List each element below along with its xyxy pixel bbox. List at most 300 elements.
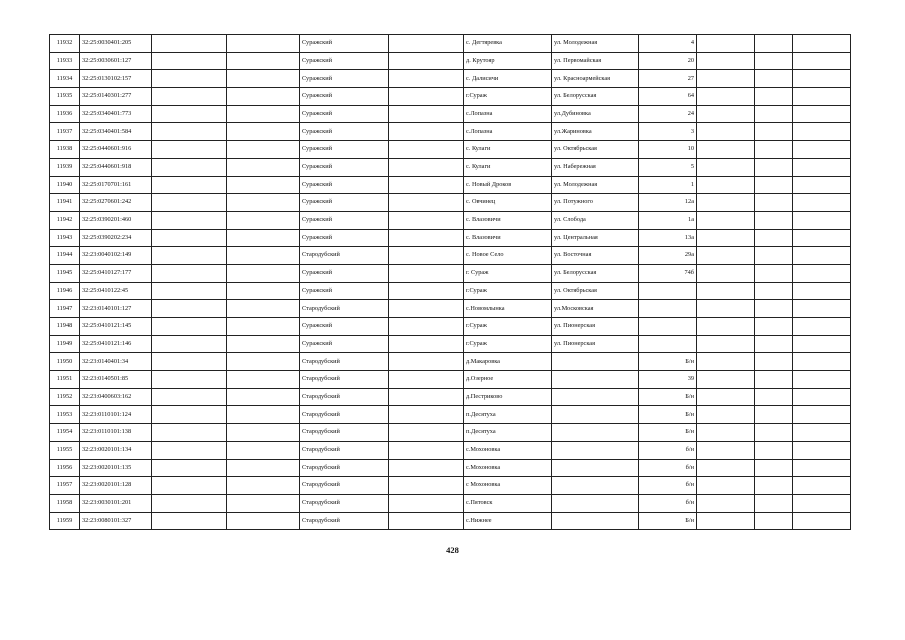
- row-number: 11939: [50, 158, 80, 176]
- settlement-name: п.Десятуха: [464, 406, 552, 424]
- table-row: [50, 194, 851, 212]
- settlement-name: с.Мохоновка: [464, 459, 552, 477]
- row-number: 11935: [50, 88, 80, 106]
- empty-cell: [755, 52, 793, 70]
- district-name: Суражский: [300, 70, 389, 88]
- row-number: 11946: [50, 282, 80, 300]
- row-number: 11954: [50, 424, 80, 442]
- cadastral-number: 32:25:0340401:773: [80, 105, 152, 123]
- district-name: Стародубский: [300, 353, 389, 371]
- cadastral-number: 32:25:0390202:234: [80, 229, 152, 247]
- cadastral-number: 32:25:0130102:157: [80, 70, 152, 88]
- empty-cell: [152, 70, 227, 88]
- empty-cell: [755, 318, 793, 336]
- empty-cell: [755, 353, 793, 371]
- row-number: 11949: [50, 335, 80, 353]
- cadastral-number: 32:23:0080101:327: [80, 512, 152, 530]
- settlement-name: с. Овчинец: [464, 194, 552, 212]
- empty-cell: [227, 388, 300, 406]
- table-row: [50, 335, 851, 353]
- table-row: [50, 88, 851, 106]
- empty-cell: [793, 229, 851, 247]
- empty-cell: [389, 406, 464, 424]
- district-name: Стародубский: [300, 247, 389, 265]
- house-number: [639, 318, 697, 336]
- empty-cell: [227, 88, 300, 106]
- empty-cell: [755, 176, 793, 194]
- house-number: б/н: [639, 441, 697, 459]
- district-name: Суражский: [300, 141, 389, 159]
- cadastral-number: 32:25:0410122:45: [80, 282, 152, 300]
- empty-cell: [227, 70, 300, 88]
- street-name: ул. Молодежная: [552, 35, 639, 53]
- empty-cell: [152, 477, 227, 495]
- empty-cell: [793, 88, 851, 106]
- empty-cell: [227, 335, 300, 353]
- empty-cell: [389, 353, 464, 371]
- cadastral-number: 32:23:0140401:34: [80, 353, 152, 371]
- cadastral-number: 32:25:0440601:918: [80, 158, 152, 176]
- street-name: [552, 424, 639, 442]
- row-number: 11938: [50, 141, 80, 159]
- empty-cell: [152, 335, 227, 353]
- empty-cell: [152, 105, 227, 123]
- empty-cell: [227, 176, 300, 194]
- empty-cell: [755, 494, 793, 512]
- empty-cell: [697, 264, 755, 282]
- settlement-name: г.Сураж: [464, 318, 552, 336]
- empty-cell: [697, 194, 755, 212]
- row-number: 11942: [50, 211, 80, 229]
- district-name: Суражский: [300, 264, 389, 282]
- cadastral-number: 32:25:0140301:277: [80, 88, 152, 106]
- empty-cell: [152, 176, 227, 194]
- table-row: [50, 459, 851, 477]
- row-number: 11950: [50, 353, 80, 371]
- cadastral-number: 32:23:0110101:138: [80, 424, 152, 442]
- empty-cell: [389, 247, 464, 265]
- empty-cell: [755, 35, 793, 53]
- table-row: [50, 35, 851, 53]
- empty-cell: [389, 88, 464, 106]
- empty-cell: [793, 300, 851, 318]
- empty-cell: [755, 300, 793, 318]
- settlement-name: с.Лопазна: [464, 105, 552, 123]
- house-number: 12а: [639, 194, 697, 212]
- district-name: Стародубский: [300, 424, 389, 442]
- empty-cell: [227, 371, 300, 389]
- empty-cell: [697, 371, 755, 389]
- empty-cell: [755, 441, 793, 459]
- street-name: [552, 371, 639, 389]
- empty-cell: [227, 35, 300, 53]
- empty-cell: [793, 105, 851, 123]
- district-name: Суражский: [300, 318, 389, 336]
- house-number: 13а: [639, 229, 697, 247]
- cadastral-number: 32:25:0340401:584: [80, 123, 152, 141]
- street-name: ул. Белорусская: [552, 264, 639, 282]
- empty-cell: [697, 353, 755, 371]
- empty-cell: [755, 229, 793, 247]
- house-number: Б/н: [639, 512, 697, 530]
- empty-cell: [793, 441, 851, 459]
- street-name: ул. Красноармейская: [552, 70, 639, 88]
- cadastral-number: 32:23:0020101:135: [80, 459, 152, 477]
- empty-cell: [755, 123, 793, 141]
- house-number: 1: [639, 176, 697, 194]
- empty-cell: [389, 477, 464, 495]
- settlement-name: г.Сураж: [464, 88, 552, 106]
- table-row: [50, 318, 851, 336]
- empty-cell: [389, 388, 464, 406]
- page-number: 428: [446, 545, 459, 555]
- settlement-name: с.Мохоновка: [464, 441, 552, 459]
- district-name: Стародубский: [300, 300, 389, 318]
- empty-cell: [755, 459, 793, 477]
- street-name: ул. Центральная: [552, 229, 639, 247]
- district-name: Суражский: [300, 176, 389, 194]
- empty-cell: [152, 388, 227, 406]
- house-number: [639, 300, 697, 318]
- table-row: [50, 512, 851, 530]
- empty-cell: [227, 441, 300, 459]
- settlement-name: д.Пестриково: [464, 388, 552, 406]
- empty-cell: [697, 229, 755, 247]
- empty-cell: [227, 194, 300, 212]
- empty-cell: [697, 335, 755, 353]
- district-name: Стародубский: [300, 441, 389, 459]
- street-name: [552, 353, 639, 371]
- table-row: [50, 424, 851, 442]
- empty-cell: [152, 211, 227, 229]
- empty-cell: [227, 264, 300, 282]
- empty-cell: [152, 406, 227, 424]
- row-number: 11943: [50, 229, 80, 247]
- empty-cell: [697, 512, 755, 530]
- house-number: 64: [639, 88, 697, 106]
- row-number: 11933: [50, 52, 80, 70]
- street-name: ул. Слобода: [552, 211, 639, 229]
- row-number: 11945: [50, 264, 80, 282]
- empty-cell: [697, 388, 755, 406]
- row-number: 11941: [50, 194, 80, 212]
- house-number: Б/н: [639, 406, 697, 424]
- house-number: 20: [639, 52, 697, 70]
- settlement-name: с. Кулаги: [464, 141, 552, 159]
- row-number: 11932: [50, 35, 80, 53]
- empty-cell: [389, 441, 464, 459]
- empty-cell: [152, 247, 227, 265]
- settlement-name: д. Крутояр: [464, 52, 552, 70]
- empty-cell: [227, 353, 300, 371]
- registry-body: [50, 35, 851, 530]
- row-number: 11937: [50, 123, 80, 141]
- empty-cell: [227, 300, 300, 318]
- district-name: Суражский: [300, 52, 389, 70]
- cadastral-number: 32:23:0110101:124: [80, 406, 152, 424]
- empty-cell: [389, 318, 464, 336]
- empty-cell: [152, 229, 227, 247]
- settlement-name: д.Макаровка: [464, 353, 552, 371]
- empty-cell: [389, 141, 464, 159]
- empty-cell: [227, 318, 300, 336]
- street-name: ул. Первомайская: [552, 52, 639, 70]
- row-number: 11934: [50, 70, 80, 88]
- district-name: Стародубский: [300, 477, 389, 495]
- empty-cell: [152, 264, 227, 282]
- table-row: [50, 176, 851, 194]
- empty-cell: [755, 105, 793, 123]
- empty-cell: [755, 247, 793, 265]
- empty-cell: [227, 105, 300, 123]
- district-name: Суражский: [300, 158, 389, 176]
- empty-cell: [227, 494, 300, 512]
- row-number: 11959: [50, 512, 80, 530]
- empty-cell: [227, 406, 300, 424]
- empty-cell: [793, 477, 851, 495]
- empty-cell: [755, 424, 793, 442]
- cadastral-number: 32:25:0030401:205: [80, 35, 152, 53]
- empty-cell: [389, 194, 464, 212]
- table-row: [50, 123, 851, 141]
- empty-cell: [152, 35, 227, 53]
- house-number: 39: [639, 371, 697, 389]
- table-row: [50, 406, 851, 424]
- district-name: Стародубский: [300, 459, 389, 477]
- empty-cell: [793, 371, 851, 389]
- house-number: 27: [639, 70, 697, 88]
- empty-cell: [152, 318, 227, 336]
- empty-cell: [697, 282, 755, 300]
- street-name: [552, 441, 639, 459]
- empty-cell: [793, 318, 851, 336]
- table-row: [50, 300, 851, 318]
- street-name: ул. Пионерская: [552, 335, 639, 353]
- cadastral-number: 32:23:0140101:127: [80, 300, 152, 318]
- empty-cell: [389, 494, 464, 512]
- street-name: ул. Молодежная: [552, 176, 639, 194]
- street-name: ул. Октябрьская: [552, 141, 639, 159]
- cadastral-number: 32:23:0400603:162: [80, 388, 152, 406]
- empty-cell: [793, 494, 851, 512]
- row-number: 11948: [50, 318, 80, 336]
- settlement-name: с. Влазовичи: [464, 211, 552, 229]
- empty-cell: [389, 335, 464, 353]
- empty-cell: [755, 371, 793, 389]
- empty-cell: [389, 123, 464, 141]
- empty-cell: [152, 494, 227, 512]
- empty-cell: [227, 282, 300, 300]
- empty-cell: [755, 264, 793, 282]
- table-row: [50, 158, 851, 176]
- settlement-name: с. Далисичи: [464, 70, 552, 88]
- street-name: [552, 512, 639, 530]
- empty-cell: [227, 477, 300, 495]
- empty-cell: [697, 88, 755, 106]
- house-number: б/н: [639, 494, 697, 512]
- district-name: Стародубский: [300, 406, 389, 424]
- district-name: Суражский: [300, 35, 389, 53]
- empty-cell: [697, 35, 755, 53]
- district-name: Стародубский: [300, 494, 389, 512]
- empty-cell: [152, 123, 227, 141]
- empty-cell: [152, 141, 227, 159]
- house-number: б/н: [639, 477, 697, 495]
- table-row: [50, 105, 851, 123]
- district-name: Суражский: [300, 88, 389, 106]
- district-name: Стародубский: [300, 388, 389, 406]
- district-name: Стародубский: [300, 371, 389, 389]
- house-number: 24: [639, 105, 697, 123]
- street-name: [552, 406, 639, 424]
- street-name: ул. Восточная: [552, 247, 639, 265]
- empty-cell: [697, 123, 755, 141]
- row-number: 11947: [50, 300, 80, 318]
- row-number: 11953: [50, 406, 80, 424]
- house-number: Б/н: [639, 388, 697, 406]
- empty-cell: [755, 282, 793, 300]
- house-number: Б/н: [639, 353, 697, 371]
- street-name: ул. Пионерская: [552, 318, 639, 336]
- empty-cell: [227, 229, 300, 247]
- settlement-name: с. Новый Дроков: [464, 176, 552, 194]
- empty-cell: [697, 52, 755, 70]
- cadastral-number: 32:25:0410127:177: [80, 264, 152, 282]
- table-row: [50, 494, 851, 512]
- street-name: ул. Октябрьская: [552, 282, 639, 300]
- empty-cell: [389, 229, 464, 247]
- empty-cell: [793, 35, 851, 53]
- empty-cell: [755, 70, 793, 88]
- empty-cell: [793, 282, 851, 300]
- street-name: [552, 388, 639, 406]
- table-row: [50, 211, 851, 229]
- registry-table: [49, 34, 851, 530]
- settlement-name: с. Дегтяревка: [464, 35, 552, 53]
- empty-cell: [755, 388, 793, 406]
- empty-cell: [389, 459, 464, 477]
- street-name: ул.Московская: [552, 300, 639, 318]
- house-number: б/н: [639, 459, 697, 477]
- settlement-name: с. Влазовичи: [464, 229, 552, 247]
- empty-cell: [389, 512, 464, 530]
- row-number: 11956: [50, 459, 80, 477]
- table-row: [50, 353, 851, 371]
- district-name: Суражский: [300, 194, 389, 212]
- empty-cell: [152, 353, 227, 371]
- settlement-name: с.Лопазна: [464, 123, 552, 141]
- house-number: 10: [639, 141, 697, 159]
- settlement-name: с.Нижнее: [464, 512, 552, 530]
- cadastral-number: 32:25:0270601:242: [80, 194, 152, 212]
- empty-cell: [697, 406, 755, 424]
- empty-cell: [793, 52, 851, 70]
- empty-cell: [152, 52, 227, 70]
- empty-cell: [697, 70, 755, 88]
- house-number: Б/н: [639, 424, 697, 442]
- empty-cell: [152, 459, 227, 477]
- empty-cell: [793, 512, 851, 530]
- empty-cell: [697, 494, 755, 512]
- empty-cell: [793, 211, 851, 229]
- cadastral-number: 32:25:0440601:916: [80, 141, 152, 159]
- district-name: Суражский: [300, 282, 389, 300]
- empty-cell: [227, 158, 300, 176]
- row-number: 11951: [50, 371, 80, 389]
- table-row: [50, 229, 851, 247]
- cadastral-number: 32:25:0390201:460: [80, 211, 152, 229]
- house-number: 5: [639, 158, 697, 176]
- empty-cell: [697, 105, 755, 123]
- empty-cell: [227, 52, 300, 70]
- table-row: [50, 141, 851, 159]
- street-name: ул.Жариновка: [552, 123, 639, 141]
- street-name: [552, 459, 639, 477]
- settlement-name: с Мохоновка: [464, 477, 552, 495]
- district-name: Суражский: [300, 105, 389, 123]
- empty-cell: [755, 477, 793, 495]
- empty-cell: [793, 176, 851, 194]
- empty-cell: [697, 211, 755, 229]
- table-row: [50, 282, 851, 300]
- settlement-name: г. Сураж: [464, 264, 552, 282]
- settlement-name: п.Десятуха: [464, 424, 552, 442]
- cadastral-number: 32:25:0410121:145: [80, 318, 152, 336]
- table-row: [50, 70, 851, 88]
- empty-cell: [697, 300, 755, 318]
- house-number: [639, 335, 697, 353]
- cadastral-number: 32:23:0020101:128: [80, 477, 152, 495]
- row-number: 11955: [50, 441, 80, 459]
- empty-cell: [697, 424, 755, 442]
- empty-cell: [793, 194, 851, 212]
- empty-cell: [227, 424, 300, 442]
- empty-cell: [793, 247, 851, 265]
- empty-cell: [152, 88, 227, 106]
- empty-cell: [152, 371, 227, 389]
- empty-cell: [389, 211, 464, 229]
- district-name: Суражский: [300, 335, 389, 353]
- empty-cell: [793, 158, 851, 176]
- house-number: [639, 282, 697, 300]
- empty-cell: [697, 477, 755, 495]
- cadastral-number: 32:25:0030601:127: [80, 52, 152, 70]
- empty-cell: [793, 141, 851, 159]
- table-row: [50, 247, 851, 265]
- district-name: Суражский: [300, 229, 389, 247]
- cadastral-number: 32:23:0020101:134: [80, 441, 152, 459]
- street-name: [552, 477, 639, 495]
- cadastral-number: 32:25:0410121:146: [80, 335, 152, 353]
- empty-cell: [755, 194, 793, 212]
- empty-cell: [755, 211, 793, 229]
- empty-cell: [793, 70, 851, 88]
- empty-cell: [697, 459, 755, 477]
- empty-cell: [389, 52, 464, 70]
- empty-cell: [152, 282, 227, 300]
- table-row: [50, 477, 851, 495]
- table-row: [50, 371, 851, 389]
- empty-cell: [227, 512, 300, 530]
- empty-cell: [389, 300, 464, 318]
- empty-cell: [389, 35, 464, 53]
- empty-cell: [697, 318, 755, 336]
- empty-cell: [793, 123, 851, 141]
- empty-cell: [389, 176, 464, 194]
- settlement-name: г.Сураж: [464, 282, 552, 300]
- street-name: ул. Набережная: [552, 158, 639, 176]
- street-name: [552, 494, 639, 512]
